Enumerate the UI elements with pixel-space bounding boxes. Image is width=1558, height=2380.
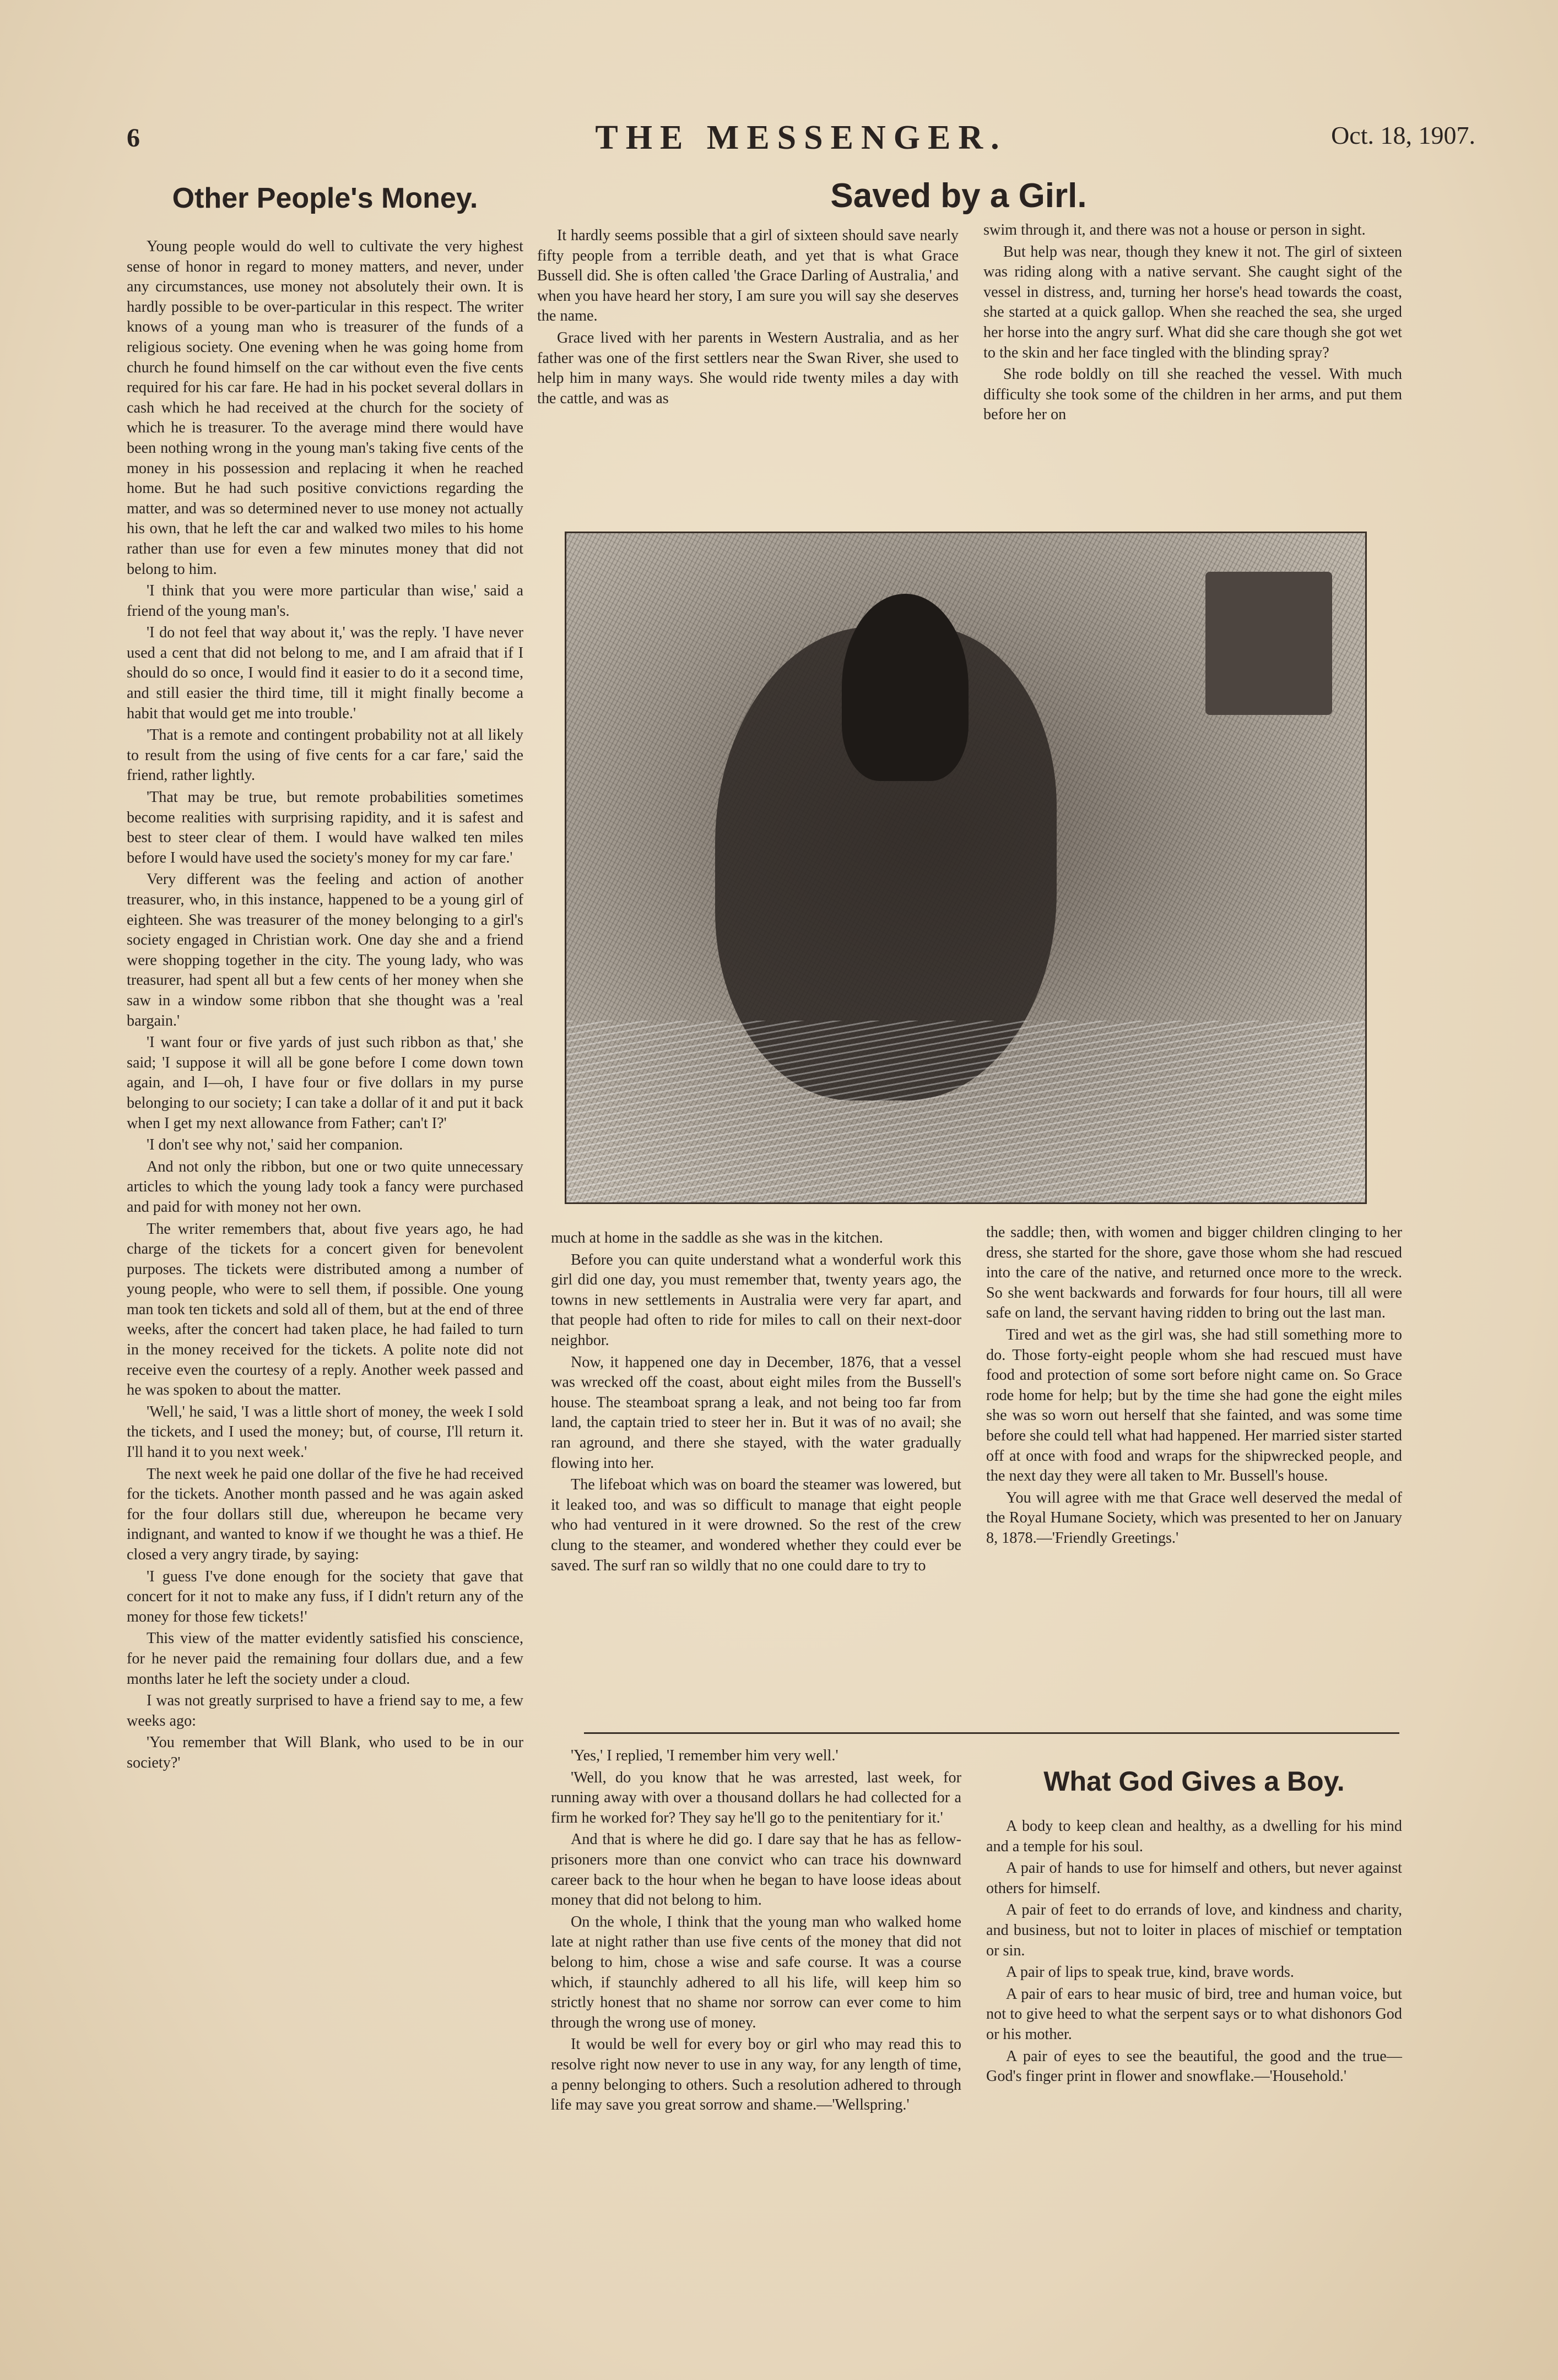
paragraph: A body to keep clean and healthy, as a dwelling for his mind and a temple for his soul. [986, 1818, 1402, 1855]
saved-by-a-girl-col3-top [983, 220, 1402, 427]
paragraph: 'I don't see why not,' said her companion. [147, 1136, 403, 1154]
paragraph: 'I want four or five yards of just such ribbon as that,' she said; 'I suppose it will all be gone before I come down town again, and I—oh, I have four or five dollars in my purse belonging to our society; I can take a dollar of it and put it back when I get my next allowance from Father; can't I?' [127, 1034, 523, 1132]
paragraph: Now, it happened one day in December, 1876, that a vessel was wrecked off the coast, about eight miles from the Bussell's house. The steamboat sprang a leak, and not being too far from land, the captain tried to steer her in. But it was of no avail; she ran aground, and there she stayed, with the water gradually flowing into her. [551, 1353, 961, 1472]
paragraph: The writer remembers that, about five years ago, he had charge of the tickets for a concert given for benevolent purposes. The tickets were distributed among a number of young people, who were to sell them, if possible. One young man took ten tickets and sold all of them, but at the end of three weeks, after the concert had taken place, he had failed to turn in the money received for the tickets. A polite note did not receive even the courtesy of a reply. Another week passed and he was spoken to about the matter. [127, 1220, 523, 1399]
article-title: Other People's Money. [172, 182, 478, 214]
paragraph: Young people would do well to cultivate the very highest sense of honor in regard to money matters, and never, under any circumstances, use money not absolutely their own. It is hardly possible to be over-particular in this respect. The writer knows of a young man who is treasurer of the funds of a religious society. One evening when he was going home from church he found himself on the car without even the five cents required for his car fare. He had in his pocket several dollars in cash which he had received at the church for the society of which he is treasurer. To the average mind there would have been nothing wrong in the young man's taking five cents of the money in his possession and replacing it when he reached home. But he had such positive convictions regarding the matter, and was so determined never to use money not actually his own, that he left the car and walked two miles to his home rather than use for even a few minutes money that did not belong to him. [127, 238, 523, 578]
paragraph: 'Well,' he said, 'I was a little short of money, the week I sold the tickets, and I used the money; but, of course, I'll return it. I'll hand it to you next week.' [127, 1403, 523, 1461]
article-title-saved-by-a-girl: Saved by a Girl. [830, 177, 1087, 215]
paragraph: much at home in the saddle as she was in the kitchen. [551, 1229, 883, 1246]
paragraph: 'That may be true, but remote probabilities sometimes become realities with surprising rapidity, and it is safest and best to steer clear of them. I would have walked ten miles before I would have used the society's money for my car fare.' [127, 789, 523, 866]
saved-by-a-girl-col3-mid [986, 1223, 1402, 1550]
paragraph: A pair of hands to use for himself and others, but never against others for himself. [986, 1859, 1402, 1897]
paragraph: On the whole, I think that the young man who walked home late at night rather than use five cents of the money that did not belong to him, chose a wise and safe course. It was a course which, if staunchly adhered to all his life, will keep him so strictly honest that no shame nor sorrow can ever come to him through the wrong use of money. [551, 1913, 961, 2031]
paragraph: But help was near, though they knew it not. The girl of sixteen was riding along with a native servant. She caught sight of the vessel in distress, and, turning her horse's head towards the coast, she started at a quick gallop. When she reached the sea, she urged her horse into the angry surf. What did she care though she got wet to the skin and her face tingled with the blinding spray? [983, 243, 1402, 361]
paragraph: It would be well for every boy or girl who may read this to resolve right now never to use in any way, for any length of time, a penny belonging to others. Such a resolution adhered to through life may save you great sorrow and shame.—'Wellspring.' [551, 2036, 961, 2114]
paragraph: 'You remember that Will Blank, who used to be in our society?' [127, 1734, 523, 1771]
paragraph: swim through it, and there was not a house or person in sight. [983, 221, 1366, 238]
paragraph: This view of the matter evidently satisfied his conscience, for he never paid the remaining four dollars due, and a few months later he left the society under a cloud. [127, 1630, 523, 1688]
paragraph: The next week he paid one dollar of the five he had received for the tickets. Another month passed and he was again asked for the four dollars still due, whereupon he became very indignant, and wanted to know if we thought he was a thief. He closed a very angry tirade, by saying: [127, 1465, 523, 1563]
issue-date: Oct. 18, 1907. [1331, 121, 1475, 149]
paragraph: A pair of ears to hear music of bird, tree and human voice, but not to give heed to what the serpent says or to what dishonors God or his mother. [986, 1985, 1402, 2043]
paragraph: 'Yes,' I replied, 'I remember him very well.' [571, 1747, 838, 1764]
paper-title: THE MESSENGER. [595, 119, 1007, 156]
article-what-god-gives-a-boy [986, 1743, 1402, 2089]
paragraph: And that is where he did go. I dare say that he has as fellow-prisoners more than one convict who can trace his downward career back to the hour when he began to have loose ideas about money that did not belong to him. [551, 1831, 961, 1909]
paragraph: I was not greatly surprised to have a friend say to me, a few weeks ago: [127, 1692, 523, 1730]
paragraph: She rode boldly on till she reached the vessel. With much difficulty she took some of the children in her arms, and put them before her on [983, 366, 1402, 424]
paragraph: Before you can quite understand what a wonderful work this girl did one day, you must remember that, twenty years ago, the towns in new settlements in Australia were very far apart, and that people had often to ride for miles to call on their next-door neighbor. [551, 1251, 961, 1349]
rescue-engraving-illustration [565, 532, 1367, 1204]
paragraph: 'I guess I've done enough for the society that gave that concert for it not to make any fuss, if I didn't return any of the money for those few tickets!' [127, 1568, 523, 1625]
paragraph: Tired and wet as the girl was, she had still something more to do. Those forty-eight people whom she had rescued must have food and protection of some sort before night came on. So Grace rode home for help; but by the time she had gone the eight miles she was so worn out herself that she fainted, and was some time before she could tell what had happened. Her married sister started off at once with food and wraps for the shipwrecked people, and the next day they were all taken to Mr. Bussell's house. [986, 1326, 1402, 1485]
page-number: 6 [127, 123, 140, 153]
paragraph: The lifeboat which was on board the steamer was lowered, but it leaked too, and was so difficult to manage that eight people who had ventured in it were drowned. So the rest of the crew clung to the steamer, and wondered whether they could ever be saved. The surf ran so wildly that no one could dare to try to [551, 1476, 961, 1574]
paragraph: 'I think that you were more particular than wise,' said a friend of the young man's. [127, 582, 523, 620]
paragraph: A pair of lips to speak true, kind, brave words. [1006, 1964, 1294, 1981]
surf-illustration [566, 1021, 1365, 1202]
paragraph: It hardly seems possible that a girl of sixteen should save nearly fifty people from a terrible death, and yet that is what Grace Bussell did. She is often called 'the Grace Darling of Australia,' and when you have heard her story, I am sure you will say she deserves the name. [537, 227, 959, 325]
article-other-peoples-money [127, 182, 523, 1775]
paragraph: Grace lived with her parents in Western Australia, and as her father was one of the first settlers near the Swan River, she used to help him in many ways. She would ride twenty miles a day with the cattle, and was as [537, 329, 959, 407]
paragraph: Very different was the feeling and action of another treasurer, who, in this instance, happened to be a young girl of eighteen. She was treasurer of the money belonging to a girl's society engaged in Christian work. One day she and a friend were shopping together in the city. The young lady, who was treasurer, had spent all but a few cents of her money when she saw in a window some ribbon that she thought was a 'real bargain.' [127, 871, 523, 1029]
paragraph: You will agree with me that Grace well deserved the medal of the Royal Humane Society, which was presented to her on January 8, 1878.—'Friendly Greetings.' [986, 1489, 1402, 1547]
paragraph: 'I do not feel that way about it,' was the reply. 'I have never used a cent that did not belong to me, and I am afraid that if I should do so once, I would find it easier to do it a second time, and still easier the third time, till it might finally become a habit that would get me into trouble.' [127, 624, 523, 722]
article-title: What God Gives a Boy. [1043, 1766, 1345, 1797]
masthead [127, 118, 1475, 162]
shipwreck-illustration [1205, 572, 1332, 715]
other-peoples-money-continuation [551, 1746, 961, 2117]
paragraph: 'That is a remote and contingent probability not at all likely to result from the using of five cents for a car fare,' said the friend, rather lightly. [127, 727, 523, 784]
saved-by-a-girl-col2-top [537, 226, 959, 410]
paragraph: And not only the ribbon, but one or two quite unnecessary articles to which the young lady took a fancy were purchased and paid for with money not her own. [127, 1158, 523, 1216]
paragraph: A pair of eyes to see the beautiful, the good and the true—God's finger print in flower and snowflake.—'Household.' [986, 2047, 1402, 2085]
paragraph: A pair of feet to do errands of love, and kindness and charity, and business, but not to loiter in places of mischief or temptation or sin. [986, 1901, 1402, 1959]
rider-illustration [842, 594, 969, 781]
saved-by-a-girl-col2-mid [551, 1228, 961, 1577]
paragraph: 'Well, do you know that he was arrested, last week, for running away with over a thousand dollars he had collected for a firm he worked for? They say he'll go to the penitentiary for it.' [551, 1769, 961, 1826]
section-divider [584, 1732, 1399, 1734]
paragraph: the saddle; then, with women and bigger children clinging to her dress, she started for the shore, gave those whom she had rescued into the care of the native, and returned once more to the wreck. So she went backwards and forwards for four hours, till all were safe on land, the servant having ridden to bring out the last man. [986, 1224, 1402, 1322]
